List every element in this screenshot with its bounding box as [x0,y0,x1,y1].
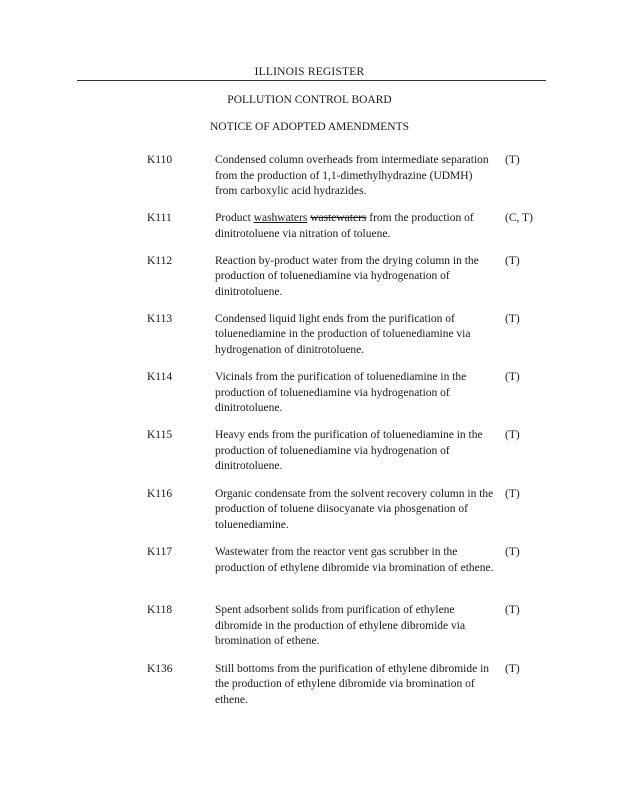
hazard-code: (T) [505,487,520,500]
hazard-code: (T) [505,604,520,617]
waste-description: Organic condensate from the solvent recovery column in the production of toluene diisocyanate via phosgenation of toluenediamine. [215,487,494,531]
waste-description: Still bottoms from the purification of ethylene dibromide in the production of ethylene dibromide via bromination of ethene. [215,662,490,706]
description-prefix: Product [215,212,254,225]
deleted-text: wastewaters [310,212,367,225]
waste-code: K118 [147,604,173,617]
hazard-code: (T) [505,312,520,325]
waste-entry [0,428,619,475]
board-name: POLLUTION CONTROL BOARD [227,94,392,106]
waste-description [215,211,497,242]
waste-entry [0,312,619,359]
waste-entry [0,153,619,200]
waste-code: K115 [147,429,173,442]
hazard-code: (C, T) [505,212,533,225]
waste-description: Vicinals from the purification of toluenediamine in the production of toluenediamine via hydrogenation of dinitrotoluene. [215,371,467,415]
waste-description: Wastewater from the reactor vent gas scrubber in the production of ethylene dibromide via bromination of ethene. [215,546,494,574]
waste-entry [0,254,619,301]
waste-entry [0,370,619,417]
waste-code: K112 [147,254,173,267]
description-suffix: from the production of dinitrotoluene via nitration of toluene. [215,212,474,240]
waste-code: K113 [147,312,173,325]
notice-title: NOTICE OF ADOPTED AMENDMENTS [209,121,410,133]
header-rule [77,80,546,81]
hazard-code: (T) [505,371,520,384]
hazard-code: (T) [505,662,520,675]
inserted-text: washwaters [253,212,308,225]
waste-code: K136 [147,662,173,675]
waste-list [0,153,619,720]
waste-code: K111 [147,212,172,225]
waste-entry [0,603,619,650]
waste-description: Condensed liquid light ends from the purification of toluenediamine in the production of toluenediamine via hydrogenation of dinitrotoluene. [215,312,471,356]
waste-entry [0,545,619,592]
waste-description: Condensed column overheads from intermediate separation from the production of 1,1-dimethylhydrazine (UDMH) from carboxylic acid hydrazides. [215,154,489,197]
waste-description: Heavy ends from the purification of toluenediamine in the production of toluenediamine via hydrogenation of dinitrotoluene. [215,429,483,473]
hazard-code: (T) [505,546,520,559]
hazard-code: (T) [505,254,520,267]
register-title: ILLINOIS REGISTER [254,66,365,78]
waste-code: K117 [147,546,173,559]
hazard-code: (T) [505,154,520,166]
waste-entry [0,487,619,534]
waste-entry [0,211,619,242]
hazard-code: (T) [505,429,520,442]
waste-description: Spent adsorbent solids from purification of ethylene dibromide in the production of ethylene dibromide via bromination of ethene. [215,604,466,648]
waste-code: K116 [147,487,173,500]
waste-code: K114 [147,371,173,384]
waste-description: Reaction by-product water from the drying column in the production of toluenediamine via hydrogenation of dinitrotoluene. [215,254,479,298]
waste-code: K110 [147,154,173,166]
waste-entry [0,662,619,709]
